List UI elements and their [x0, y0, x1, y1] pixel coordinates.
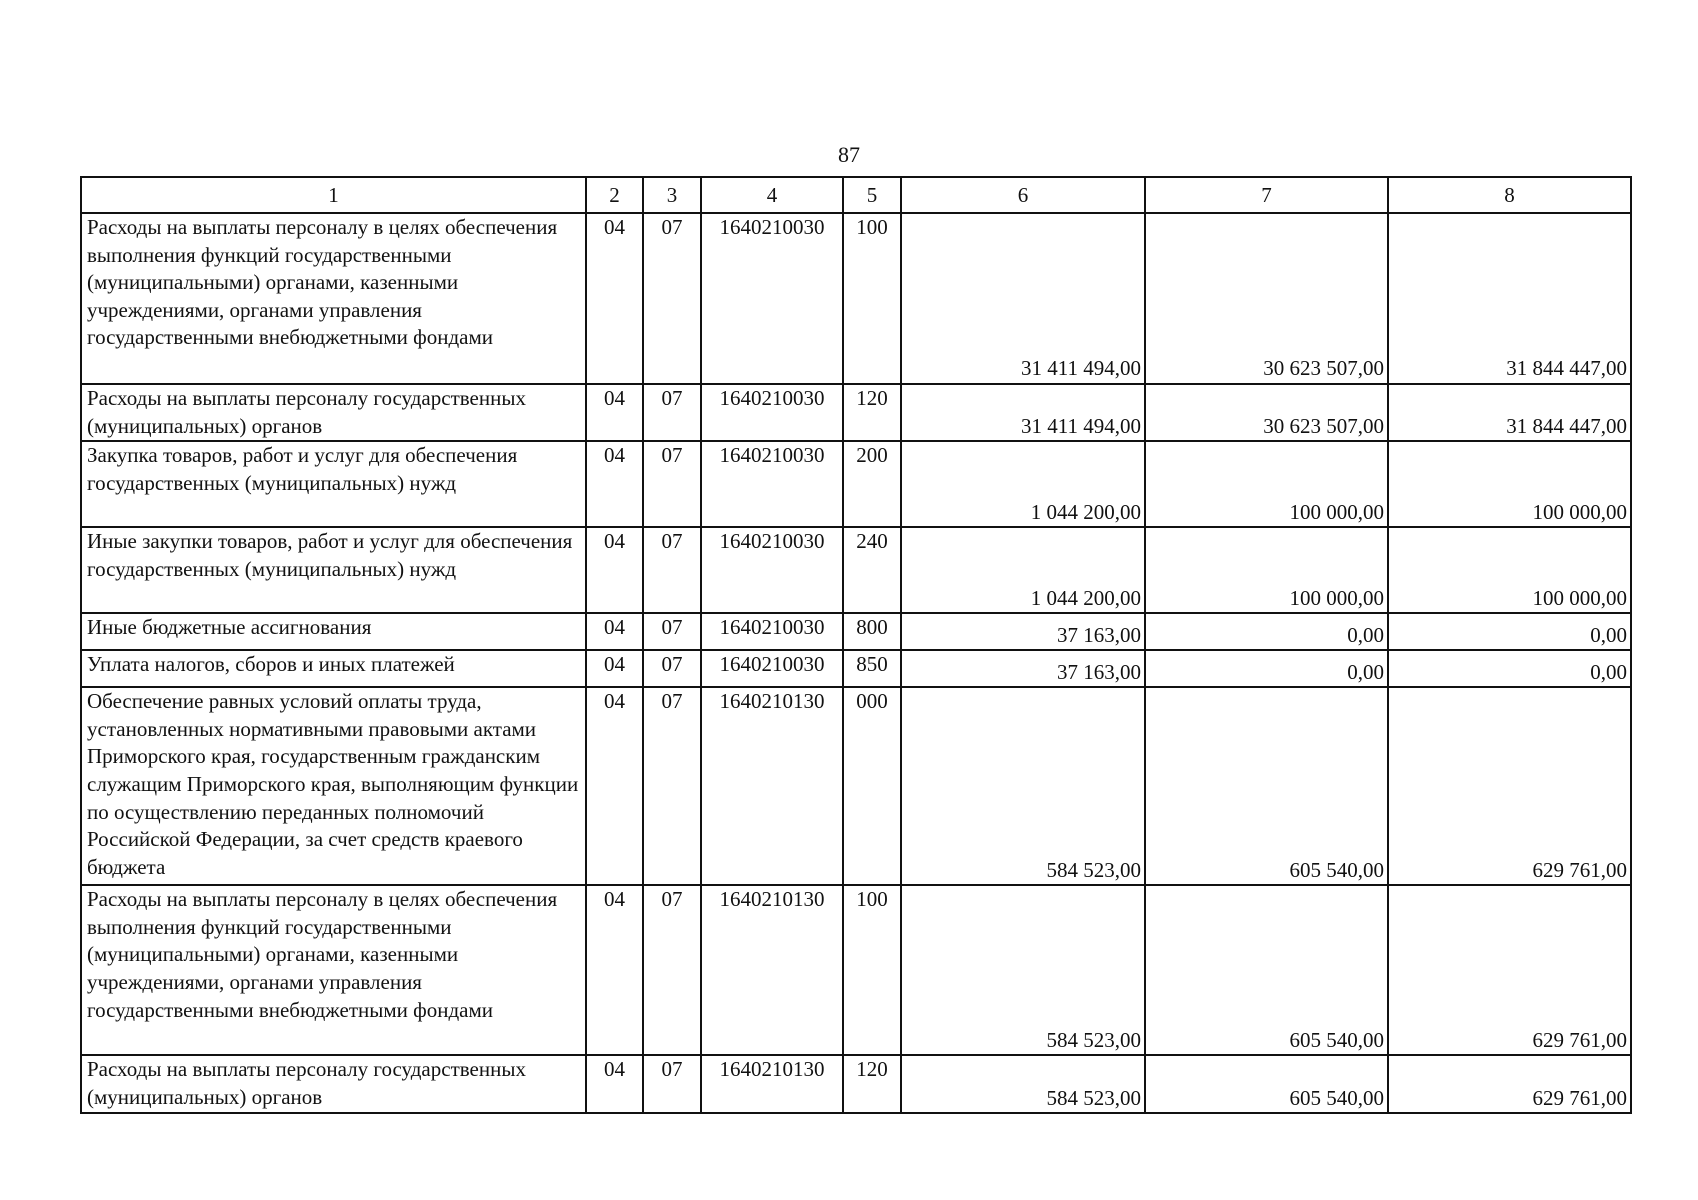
amount-col-8: 100 000,00	[1388, 527, 1631, 613]
amount-col-8: 31 844 447,00	[1388, 384, 1631, 441]
amount-col-6: 1 044 200,00	[901, 527, 1145, 613]
expense-type-code: 800	[843, 613, 901, 650]
table-row	[81, 687, 1631, 885]
amount-col-6: 37 163,00	[901, 650, 1145, 687]
section-code: 04	[586, 885, 643, 1055]
expense-name: Закупка товаров, работ и услуг для обеспечения государственных (муниципальных) нужд	[81, 441, 586, 527]
amount-col-8: 100 000,00	[1388, 441, 1631, 527]
amount-col-8: 629 761,00	[1388, 687, 1631, 885]
header-cell-2: 2	[586, 177, 643, 213]
expense-type-code: 850	[843, 650, 901, 687]
expense-type-code: 100	[843, 213, 901, 384]
amount-col-6: 584 523,00	[901, 687, 1145, 885]
subsection-code: 07	[643, 650, 701, 687]
header-cell-5: 5	[843, 177, 901, 213]
section-code: 04	[586, 213, 643, 384]
amount-col-6: 584 523,00	[901, 885, 1145, 1055]
expense-type-code: 000	[843, 687, 901, 885]
expense-name: Уплата налогов, сборов и иных платежей	[81, 650, 586, 687]
table-row	[81, 527, 1631, 613]
expense-type-code: 120	[843, 1055, 901, 1113]
expense-name: Обеспечение равных условий оплаты труда, установленных нормативными правовыми актами Приморского края, государственным гражданским служащим Приморского края, выполняющим функции по осуществлению переданных полномочий Российской Федерации, за счет средств краевого бюджета	[81, 687, 586, 885]
amount-col-7: 605 540,00	[1145, 1055, 1388, 1113]
target-article-code: 1640210030	[701, 650, 843, 687]
section-code: 04	[586, 650, 643, 687]
subsection-code: 07	[643, 1055, 701, 1113]
amount-col-6: 584 523,00	[901, 1055, 1145, 1113]
expense-name: Иные бюджетные ассигнования	[81, 613, 586, 650]
expense-type-code: 240	[843, 527, 901, 613]
expense-name: Расходы на выплаты персоналу в целях обеспечения выполнения функций государственными (муниципальными) органами, казенными учреждениями, органами управления государственными внебюджетными фондами	[81, 885, 586, 1055]
section-code: 04	[586, 613, 643, 650]
amount-col-6: 37 163,00	[901, 613, 1145, 650]
subsection-code: 07	[643, 384, 701, 441]
table-header-row	[81, 177, 1631, 213]
expense-name: Расходы на выплаты персоналу государственных (муниципальных) органов	[81, 384, 586, 441]
amount-col-6: 1 044 200,00	[901, 441, 1145, 527]
target-article-code: 1640210030	[701, 213, 843, 384]
amount-col-7: 0,00	[1145, 650, 1388, 687]
table-row	[81, 885, 1631, 1055]
section-code: 04	[586, 687, 643, 885]
table-row	[81, 1055, 1631, 1113]
amount-col-8: 629 761,00	[1388, 1055, 1631, 1113]
expense-name: Расходы на выплаты персоналу государственных (муниципальных) органов	[81, 1055, 586, 1113]
header-cell-7: 7	[1145, 177, 1388, 213]
expense-name: Иные закупки товаров, работ и услуг для обеспечения государственных (муниципальных) нужд	[81, 527, 586, 613]
expense-type-code: 100	[843, 885, 901, 1055]
subsection-code: 07	[643, 613, 701, 650]
section-code: 04	[586, 1055, 643, 1113]
subsection-code: 07	[643, 527, 701, 613]
target-article-code: 1640210030	[701, 613, 843, 650]
header-cell-6: 6	[901, 177, 1145, 213]
expense-type-code: 120	[843, 384, 901, 441]
amount-col-6: 31 411 494,00	[901, 213, 1145, 384]
target-article-code: 1640210030	[701, 384, 843, 441]
amount-col-7: 100 000,00	[1145, 527, 1388, 613]
amount-col-7: 605 540,00	[1145, 885, 1388, 1055]
target-article-code: 1640210030	[701, 527, 843, 613]
target-article-code: 1640210130	[701, 885, 843, 1055]
table-row	[81, 384, 1631, 441]
header-cell-3: 3	[643, 177, 701, 213]
table-row	[81, 650, 1631, 687]
section-code: 04	[586, 527, 643, 613]
header-cell-4: 4	[701, 177, 843, 213]
page-number: 87	[838, 142, 860, 167]
subsection-code: 07	[643, 687, 701, 885]
target-article-code: 1640210130	[701, 687, 843, 885]
amount-col-7: 605 540,00	[1145, 687, 1388, 885]
expense-name: Расходы на выплаты персоналу в целях обеспечения выполнения функций государственными (муниципальными) органами, казенными учреждениями, органами управления государственными внебюджетными фондами	[81, 213, 586, 384]
section-code: 04	[586, 384, 643, 441]
amount-col-6: 31 411 494,00	[901, 384, 1145, 441]
table-row	[81, 213, 1631, 384]
amount-col-7: 100 000,00	[1145, 441, 1388, 527]
amount-col-8: 0,00	[1388, 613, 1631, 650]
table-row	[81, 613, 1631, 650]
expense-type-code: 200	[843, 441, 901, 527]
target-article-code: 1640210030	[701, 441, 843, 527]
amount-col-8: 31 844 447,00	[1388, 213, 1631, 384]
table-row	[81, 441, 1631, 527]
subsection-code: 07	[643, 885, 701, 1055]
budget-table	[80, 176, 1632, 1114]
amount-col-7: 30 623 507,00	[1145, 384, 1388, 441]
header-cell-8: 8	[1388, 177, 1631, 213]
amount-col-8: 629 761,00	[1388, 885, 1631, 1055]
subsection-code: 07	[643, 441, 701, 527]
amount-col-7: 30 623 507,00	[1145, 213, 1388, 384]
amount-col-7: 0,00	[1145, 613, 1388, 650]
section-code: 04	[586, 441, 643, 527]
amount-col-8: 0,00	[1388, 650, 1631, 687]
header-cell-1: 1	[81, 177, 586, 213]
subsection-code: 07	[643, 213, 701, 384]
target-article-code: 1640210130	[701, 1055, 843, 1113]
